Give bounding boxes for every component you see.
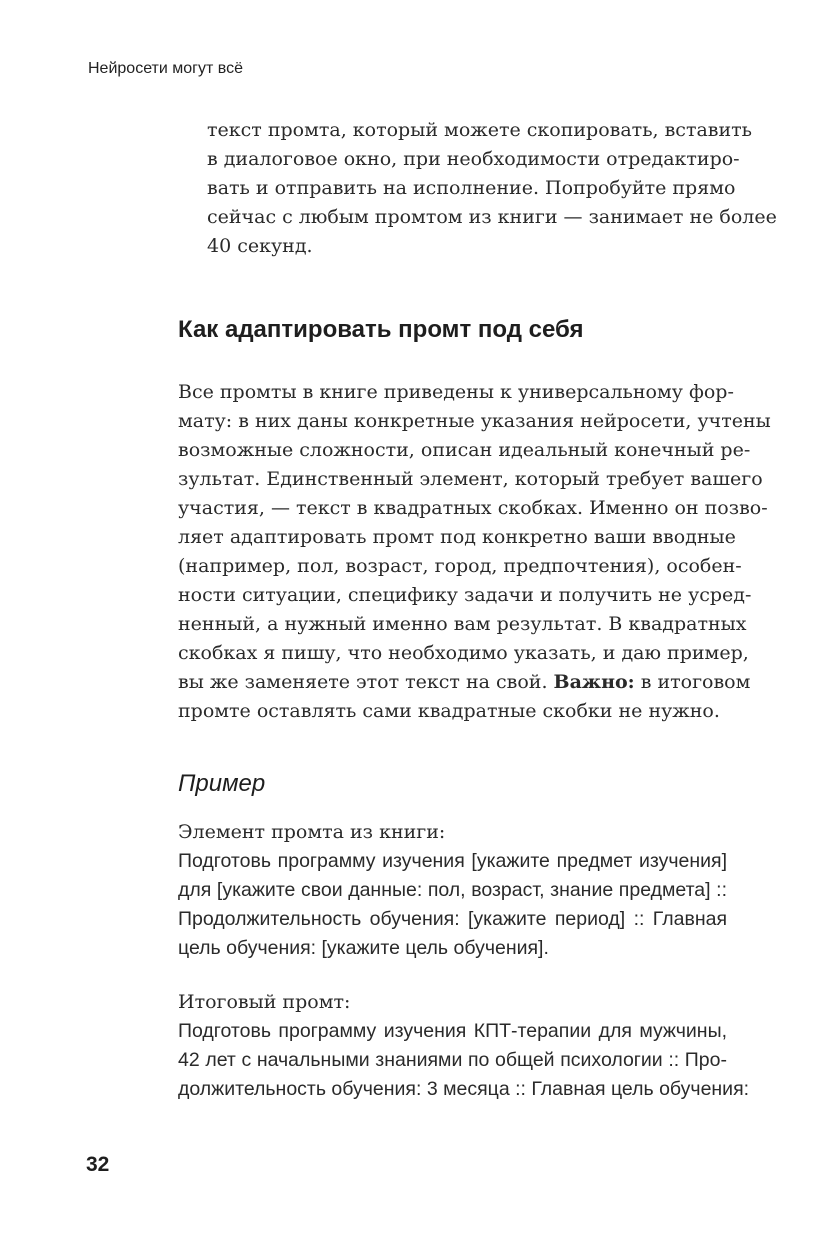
example-heading: Пример <box>178 770 266 797</box>
intro-paragraph <box>207 116 777 261</box>
intro-line: 40 секунд. <box>207 235 313 257</box>
body-line: (например, пол, возраст, город, предпочтения), особен- <box>178 555 742 577</box>
prompt-line: цель обучения: [укажите цель обучения]. <box>178 937 549 959</box>
running-head: Нейросети могут всё <box>88 60 243 77</box>
body-line: ляет адаптировать промт под конкретно ваши вводные <box>178 526 736 548</box>
prompt-line: Подготовь программу изучения КПТ-терапии для мужчины, <box>178 1020 727 1042</box>
example-label-result: Итоговый промт: <box>178 991 351 1013</box>
prompt-line: 42 лет с начальными знаниями по общей психологии :: Про- <box>178 1049 727 1071</box>
prompt-line: должительность обучения: 3 месяца :: Главная цель обучения: <box>178 1078 750 1100</box>
body-line: скобках я пишу, что необходимо указать, и даю пример, <box>178 642 749 664</box>
example-label-source: Элемент промта из книги: <box>178 821 446 843</box>
intro-line: в диалоговое окно, при необходимости отредактиро- <box>207 148 740 170</box>
intro-line: сейчас с любым промтом из книги — занимает не более <box>207 206 777 228</box>
intro-line: вать и отправить на исполнение. Попробуйте прямо <box>207 177 736 199</box>
body-text: в итоговом <box>634 671 751 693</box>
page-number: 32 <box>86 1153 110 1176</box>
example-prompt-final <box>178 1017 750 1104</box>
body-line: ности ситуации, специфику задачи и получить не усред- <box>178 584 752 606</box>
body-line: промте оставлять сами квадратные скобки не нужно. <box>178 700 720 722</box>
emphasis-important: Важно: <box>553 671 635 693</box>
body-line-with-emphasis <box>178 668 751 697</box>
body-line: зультат. Единственный элемент, который требует вашего <box>178 468 763 490</box>
example-prompt-template <box>178 847 727 963</box>
body-line: участия, — текст в квадратных скобках. Именно он позво- <box>178 497 768 519</box>
prompt-line: Продолжительность обучения: [укажите период] :: Главная <box>178 908 727 930</box>
body-text: вы же заменяете этот текст на свой. <box>178 671 554 693</box>
intro-line: текст промта, который можете скопировать, вставить <box>207 119 753 141</box>
prompt-line: Подготовь программу изучения [укажите предмет изучения] <box>178 850 727 872</box>
body-line: ненный, а нужный именно вам результат. В квадратных <box>178 613 747 635</box>
body-line: возможные сложности, описан идеальный конечный ре- <box>178 439 751 461</box>
body-paragraph <box>178 378 771 726</box>
body-line: Все промты в книге приведены к универсальному фор- <box>178 381 734 403</box>
prompt-line: для [укажите свои данные: пол, возраст, знание предмета] :: <box>178 879 727 901</box>
section-heading: Как адаптировать промт под себя <box>178 316 584 343</box>
body-line: мату: в них даны конкретные указания нейросети, учтены <box>178 410 771 432</box>
